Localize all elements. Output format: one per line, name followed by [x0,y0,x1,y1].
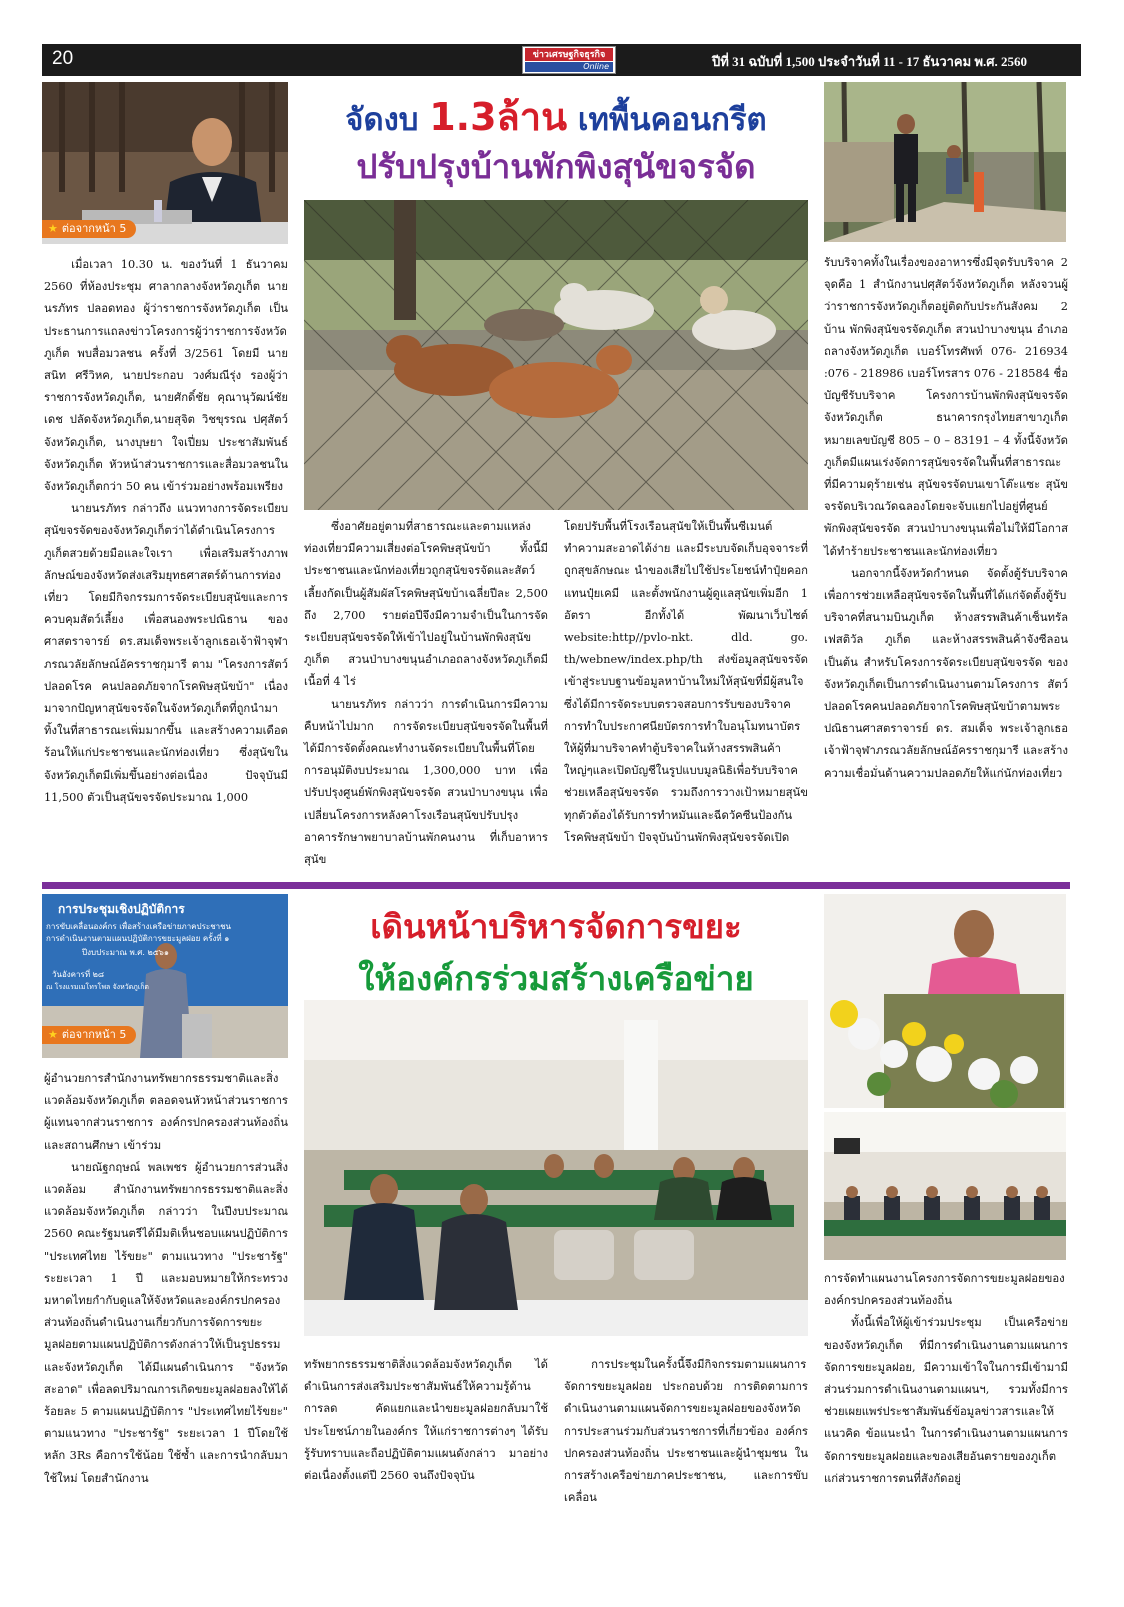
article2-column-3 [564,1354,808,1509]
article1-column-3 [564,516,808,849]
article1-headline-line1: จัดงบ 1.3ล้าน เทพื้นคอนกรีต [345,95,767,139]
banner-line-3: ปีงบประมาณ พ.ศ. ๒๕๖๑ [82,948,169,957]
paragraph: นอกจากนี้จังหวัดกำหนด จัดตั้งตู้รับบริจาคเพื่อการช่วยเหลือสุนัขจรจัดในพื้นที่ได้แก่จัดตั้งตู้รับบริจาคที่สนามบินภูเก็ต ห้างสรรพสินค้าเซ็นทรัล เฟสติวัล ภูเก็ต และห้างสรรพสินค้าจังซีลอน เป็นต้น สำหรับโครงการจัดระเบียบสุนัขจรจัด ของจังหวัดภูเก็ตเป็นการดำเนินงานตามโครงการ สัตว์ปลอดโรคคนปลอดภัยจากโรคพิษสุนัขบ้าตามพระปณิธานศาสตราจารย์ ดร. สมเด็จ พระเจ้าลูกเธอเจ้าฟ้าจุฬาภรณวลัยลักษณ์อัครราชกุมารี และสร้างความเชื่อมั่นด้านความปลอดภัยให้แก่นักท่องเที่ยว [824,566,1068,780]
banner-title: การประชุมเชิงปฏิบัติการ [58,902,185,916]
paragraph: ทรัพยากรธรรมชาติสิ่งแวดล้อมจังหวัดภูเก็ต ได้ดำเนินการส่งเสริมประชาสัมพันธ์ให้ความรู้ด้านการลด คัดแยกและนำขยะมูลฝอยกลับมาใช้ประโยชน์ภายในองค์กร ให้แก่ราชการต่างๆ ได้รับรู้รับทราบและถือปฏิบัติตามแผนดังกล่าว มาอย่างต่อเนื่องตั้งแต่ปี 2560 จนถึงปัจจุบัน [304,1358,548,1483]
meeting-room-photo-art [304,1000,808,1336]
article2-column-2 [304,1354,548,1487]
speaker-banner-photo [42,894,288,1058]
headline-amount: 1.3ล้าน [429,95,568,139]
audience-photo [824,1112,1066,1260]
paragraph: โดยปรับพื้นที่โรงเรือนสุนัขให้เป็นพื้นซีเมนต์ทำความสะอาดได้ง่าย และมีระบบจัดเก็บอุจจาระที่ถูกสุขลักษณะ นำของเสียไปใช้ประโยชน์ทำปุ๋ยคอกแทนปุ๋ยเคมี และตั้งพนักงานผู้ดูแลสุนัขเพิ่มอีก 1 อัตรา อีกทั้งได้ พัฒนาเว็บไซต์ website:http//pvlo-nkt. dld. go. th/webnew/index.php/th ส่งข้อมูลสุนัขจรจัดเข้าสู่ระบบฐานข้อมูลหาบ้านใหม่ให้สุนัขที่มีผู้สนใจ ซึ่งได้มีการจัดระบบตรวจสอบการรับของบริจาคการทำใบประกาศนียบัตรการทำใบอนุโมทนาบัตรให้ผู้ที่มาบริจาคทำตู้บริจาคในห้างสรรพสินค้าใหญ่ๆและเปิดบัญชีในรูปแบบมูลนิธิเพื่อรับบริจาคช่วยเหลือสุนัขจรจัด รวมถึงการวางเป้าหมายสุนัขทุกตัวต้องได้รับการทำหมันและฉีดวัคซีนป้องกันโรคพิษสุนัขบ้า ปัจจุบันบ้านพักพิงสุนัขจรจัดเปิด [564,520,808,844]
article2-column-4 [824,1268,1068,1490]
shelter-photo-art [824,82,1066,242]
presenter-photo [824,894,1066,1108]
article2-column-1 [44,1068,288,1490]
paragraph: นายนรภัทร กล่าวถึง แนวทางการจัดระเบียบสุนัขจรจัดของจังหวัดภูเก็ตว่าได้ดำเนินโครงการภูเก็ตสวยด้วยมือและใจเรา เพื่อเสริมสร้างภาพลักษณ์ของจังหวัดส่งเสริมยุทธศาสตร์ด้านการท่องเที่ยว โดยมีกิจกรรมการจัดระเบียบสุนัขและการควบคุมสัตว์เลี้ยง เพื่อสนองพระปณิธาน ของศาสตราจารย์ ดร.สมเด็จพระเจ้าลูกเธอเจ้าฟ้าจุฬาภรณวลัยลักษณ์อัครราชกุมารี ตาม "โครงการสัตว์ปลอดโรค คนปลอดภัยจากโรคพิษสุนัขบ้า" เนื่องมาจากปัญหาสุนัขจรจัดในจังหวัดภูเก็ตที่ถูกนำมาทิ้งในที่สาธารณะเพิ่มมากขึ้น และสร้างความเดือดร้อนให้แก่ประชาชนและนักท่องเที่ยว ซึ่งสุนัขในจังหวัดภูเก็ตมีเพิ่มขึ้นอย่างต่อเนื่อง ปัจจุบันมี 11,500 ตัวเป็นสุนัขจรจัดประมาณ 1,000 [44,502,288,804]
paragraph: ซึ่งอาศัยอยู่ตามที่สาธารณะและตามแหล่งท่องเที่ยวมีความเสี่ยงต่อโรคพิษสุนัขบ้า ทั้งนี้มีประชาชนและนักท่องเที่ยวถูกสุนัขจรจัดและสัตว์เลี้ยงกัดเป็นผู้สัมผัสโรคพิษสุนัขบ้าเฉลี่ยปีละ 2,500 ถึง 2,700 รายต่อปีจึงมีความจำเป็นในการจัดระเบียบสุนัขจรจัดให้เข้าไปอยู่ในบ้านพักพิงสุนัขภูเก็ต สวนป่าบางขนุนอำเภอถลางจังหวัดภูเก็ตมีเนื้อที่ 4 ไร่ [304,520,548,689]
banner-venue: ณ โรงแรมเมโทรโพล จังหวัดภูเก็ต [46,983,149,991]
star-icon: ★ [48,1028,58,1041]
article2-headline-line2: ให้องค์กรร่วมสร้างเครือข่าย [358,959,754,998]
banner-line-2: การดำเนินงานตามแผนปฏิบัติการขยะมูลฝอย ครั้งที่ ๑ [46,934,230,943]
paragraph: ผู้อำนวยการสำนักงานทรัพยากรธรรมชาติและสิ่งแวดล้อมจังหวัดภูเก็ต ตลอดจนหัวหน้าส่วนราชการ ผู้แทนจากส่วนราชการ องค์กรปกครองส่วนท้องถิ่น และสถานศึกษา เข้าร่วม [44,1072,288,1152]
paragraph: เมื่อเวลา 10.30 น. ของวันที่ 1 ธันวาคม 2560 ที่ห้องประชุม ศาลากลางจังหวัดภูเก็ต นายนรภัทร ปลอดทอง ผู้ว่าราชการจังหวัดภูเก็ต เป็นประธานการแถลงข่าวโครงการผู้ว่าราชการจังหวัดภูเก็ต พบสื่อมวลชน ครั้งที่ 3/2561 โดยมี นายสนิท ศรีวิหค, นายประกอบ วงศ์มณีรุ่ง รองผู้ว่าราชการจังหวัดภูเก็ต, นายศักดิ์ชัย คุณานุวัฒน์ชัยเดช ปลัดจังหวัดภูเก็ต,นายสุจิต วิชขุรรณ ปศุสัตว์จังหวัดภูเก็ต, นางบุษยา ใจเปี่ยม ประชาสัมพันธ์จังหวัดภูเก็ต หัวหน้าส่วนราชการและสื่อมวลชนในจังหวัดภูเก็ตกว่า 50 คน เข้าร่วมอย่างพร้อมเพรียง [44,258,288,494]
meeting-room-photo [304,1000,808,1336]
paragraph: การประชุมในครั้งนี้จึงมีกิจกรรมตามแผนการจัดการขยะมูลฝอย ประกอบด้วย การติดตามการดำเนินงานตามแผนจัดการขยะมูลฝอยของจังหวัด การประสานร่วมกับส่วนราชการที่เกี่ยวข้อง องค์กรปกครองส่วนท้องถิ่น ประชาชนและผู้นำชุมชน ในการสร้างเครือข่ายภาคประชาชน, และการขับเคลื่อน [564,1358,808,1505]
issue-line: ปีที่ 31 ฉบับที่ 1,500 ประจำวันที่ 11 - 17 ธันวาคม พ.ศ. 2560 [712,54,1028,69]
audience-photo-art [824,1112,1066,1260]
article1-column-1 [44,254,288,809]
governor-photo [42,82,288,244]
paragraph: นายนรภัทร กล่าวว่า การดำเนินการมีความคืบหน้าไปมาก การจัดระเบียบสุนัขจรจัดในพื้นที่ ได้มีการจัดตั้งคณะทำงานจัดระเบียบในพื้นที่โดยการอนุมัติงบประมาณ 1,300,000 บาท เพื่อปรับปรุงศูนย์พักพิงสุนัขจรจัด สวนป่าบางขนุน เพื่อเปลี่ยนโครงการหลังคาโรงเรือนสุนัขปรับปรุงอาคารรักษาพยาบาลบ้านพักคนงาน ที่เก็บอาหารสุนัข [304,697,548,867]
star-icon: ★ [48,222,58,235]
dogs-photo [304,200,808,510]
article1-headline-line2: ปรับปรุงบ้านพักพิงสุนัขจรจัด [356,147,756,186]
section-divider [42,882,1070,889]
shelter-photo [824,82,1066,242]
article1-column-2 [304,516,548,871]
banner-date: วันอังคารที่ ๒๘ [52,970,105,979]
paragraph: รับบริจาคทั้งในเรื่องของอาหารซึ่งมีจุดรับบริจาค 2 จุดคือ 1 สำนักงานปศุสัตว์จังหวัดภูเก็ต หลังจวนผู้ว่าราชการจังหวัดภูเก็ตอยู่ติดกับประกันสังคม 2 บ้าน พักพิงสุนัขจรจัดภูเก็ต สวนป่าบางขนุน อำเภอถลางจังหวัดภูเก็ต เบอร์โทรศัพท์ 076- 216934 :076 - 218986 เบอร์โทรสาร 076 - 218584 ชื่อบัญชีรับบริจาค โครงการบ้านพักพิงสุนัขจรจัดจังหวัดภูเก็ต ธนาคารกรุงไทยสาขาภูเก็ต หมายเลขบัญชี 805 – 0 – 83191 – 4 ทั้งนี้จังหวัดภูเก็ตมีแผนเร่งจัดการสุนัขจรจัดในพื้นที่สาธารณะ ที่มีความดุร้ายเช่น สุนัขจรจัดบนเขาโต๊ะแซะ สุนัขจรจัดบริเวณวัดฉลองโดยจะจับแยกไปอยู่ที่ศูนย์พักพิงสุนัขจรจัด สวนป่าบางขนุนเพื่อไม่ให้มีโอกาสได้ทำร้ายประชาชนและนักท่องเที่ยว [824,256,1068,558]
banner-line-1: การขับเคลื่อนองค์กร เพื่อสร้างเครือข่ายภาคประชาชน [46,922,232,931]
newspaper-logo [522,46,616,74]
continued-badge: ★ ต่อจากหน้า 5 [42,220,136,238]
paragraph: ทั้งนี้เพื่อให้ผู้เข้าร่วมประชุม เป็นเครือข่ายของจังหวัดภูเก็ต ที่มีการดำเนินงานตามแผนการจัดการขยะมูลฝอย, มีความเข้าใจในการมีเข้ามามีส่วนร่วมการดำเนินงานตามแผนฯ, รวมทั้งมีการช่วยเผยแพร่ประชาสัมพันธ์ข้อมูลข่าวสารและให้แนวคิด ข้อแนะนำ ในการดำเนินงานตามแผนการจัดการขยะมูลฝอยและของเสียอันตรายของภูเก็ต แก่ส่วนราชการตนที่สังกัดอยู่ [824,1316,1068,1485]
paragraph: การจัดทำแผนงานโครงการจัดการขยะมูลฝอยขององค์กรปกครองส่วนท้องถิ่น [824,1272,1065,1308]
article2-headline-line1: เดินหน้าบริหารจัดการขยะ [370,907,742,946]
continued-badge: ★ ต่อจากหน้า 5 [42,1026,136,1044]
paragraph: นายณัฐกฤษณ์ พลเพชร ผู้อำนวยการส่วนสิ่งแวดล้อม สำนักงานทรัพยากรธรรมชาติและสิ่งแวดล้อมจังหวัดภูเก็ต กล่าวว่า ในปีงบประมาณ 2560 คณะรัฐมนตรีได้มีมติเห็นชอบแผนปฏิบัติการ "ประเทศไทย ไร้ขยะ" ตามแนวทาง "ประชารัฐ" ระยะเวลา 1 ปี และมอบหมายให้กระทรวงมหาดไทยกำกับดูแลให้จังหวัดและองค์กรปกครองส่วนท้องถิ่นดำเนินงานเกี่ยวกับการจัดการขยะมูลฝอยตามแผนปฏิบัติการดังกล่าวให้เป็นรูปธรรม และจังหวัดภูเก็ต ได้มีแผนดำเนินการ "จังหวัดสะอาด" เพื่อลดปริมาณการเกิดขยะมูลฝอยลงให้ได้ร้อยละ 5 ตามแผนปฏิบัติการ "ประเทศไทยไร้ขยะ" ตามแนวทาง "ประชารัฐ" ระยะเวลา 1 ปีโดยใช้หลัก 3Rs คือการใช้น้อย ใช้ซ้ำ และการนำกลับมาใช้ใหม่ โดยสำนักงาน [44,1160,288,1485]
page-number: 20 [52,48,74,69]
article1-column-4 [824,252,1068,785]
presenter-photo-art [824,894,1066,1108]
dogs-photo-art [304,200,808,510]
logo-text: ข่าวเศรษฐกิจธุรกิจ [525,48,613,61]
logo-sub: Online [525,62,613,72]
